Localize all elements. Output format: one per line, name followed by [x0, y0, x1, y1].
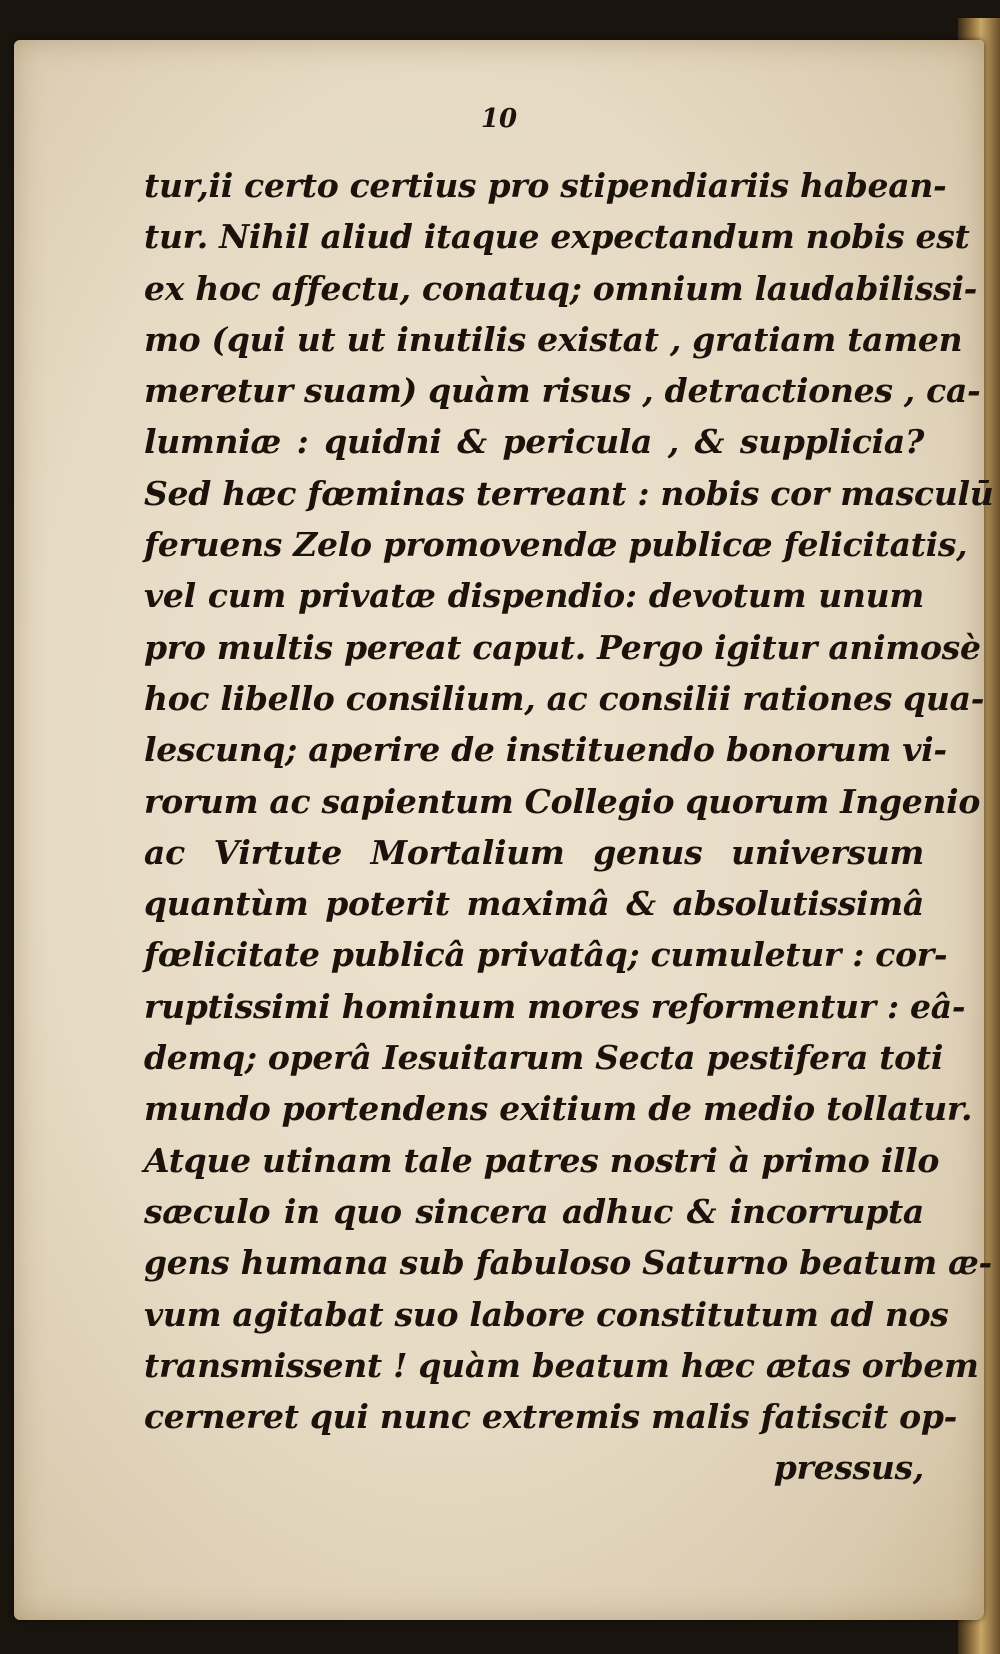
text-line: fœlicitate publicâ privatâq; cumuletur : cor- — [144, 935, 948, 975]
text-line: cerneret qui nunc extremis malis fatiscit op- — [144, 1397, 958, 1437]
text-line: feruens Zelo promovendæ publicæ felicitatis, — [144, 525, 968, 565]
text-line: mundo portendens exitium de medio tollatur. — [144, 1089, 973, 1129]
text-line: vum agitabat suo labore constitutum ad nos — [144, 1294, 949, 1334]
text-line: lescunq; aperire de instituendo bonorum vi- — [144, 730, 947, 770]
text-line: quantùm poterit maximâ & absolutissimâ — [144, 884, 924, 924]
text-line: Atque utinam tale patres nostri à primo illo — [144, 1140, 940, 1180]
text-line: ex hoc affectu, conatuq; omnium laudabilissi- — [144, 268, 978, 308]
page-number: 10 — [480, 104, 518, 134]
text-line: ruptissimi hominum mores reformentur : eâ- — [144, 986, 966, 1026]
text-line: demq; operâ Iesuitarum Secta pestifera toti — [144, 1038, 944, 1078]
text-line: lumniæ : quidni & pericula , & supplicia? — [144, 422, 924, 462]
text-line: rorum ac sapientum Collegio quorum Ingenio — [144, 781, 981, 821]
text-line: Sed hæc fœminas terreant : nobis cor masculū — [144, 473, 994, 513]
text-line: tur. Nihil aliud itaque expectandum nobis est — [144, 217, 970, 257]
text-line: ac Virtute Mortalium genus universum — [144, 832, 924, 872]
text-line: transmissent ! quàm beatum hæc ætas orbem — [144, 1345, 979, 1385]
text-line: tur,ii certo certius pro stipendiariis habean- — [144, 166, 947, 205]
text-line: hoc libello consilium, ac consilii rationes qua- — [144, 678, 985, 718]
page-sheet — [14, 40, 994, 1620]
body-text — [144, 160, 994, 1494]
text-line: sæculo in quo sincera adhuc & incorrupta — [144, 1191, 924, 1231]
text-line: pressus, — [773, 1448, 924, 1488]
text-line: pro multis pereat caput. Pergo igitur animosè — [144, 627, 981, 667]
text-line: meretur suam) quàm risus , detractiones , ca- — [144, 371, 981, 411]
text-line: vel cum privatæ dispendio: devotum unum — [144, 576, 924, 616]
text-line: mo (qui ut ut inutilis existat , gratiam tamen — [144, 319, 963, 359]
text-line: gens humana sub fabuloso Saturno beatum æ- — [144, 1243, 992, 1283]
